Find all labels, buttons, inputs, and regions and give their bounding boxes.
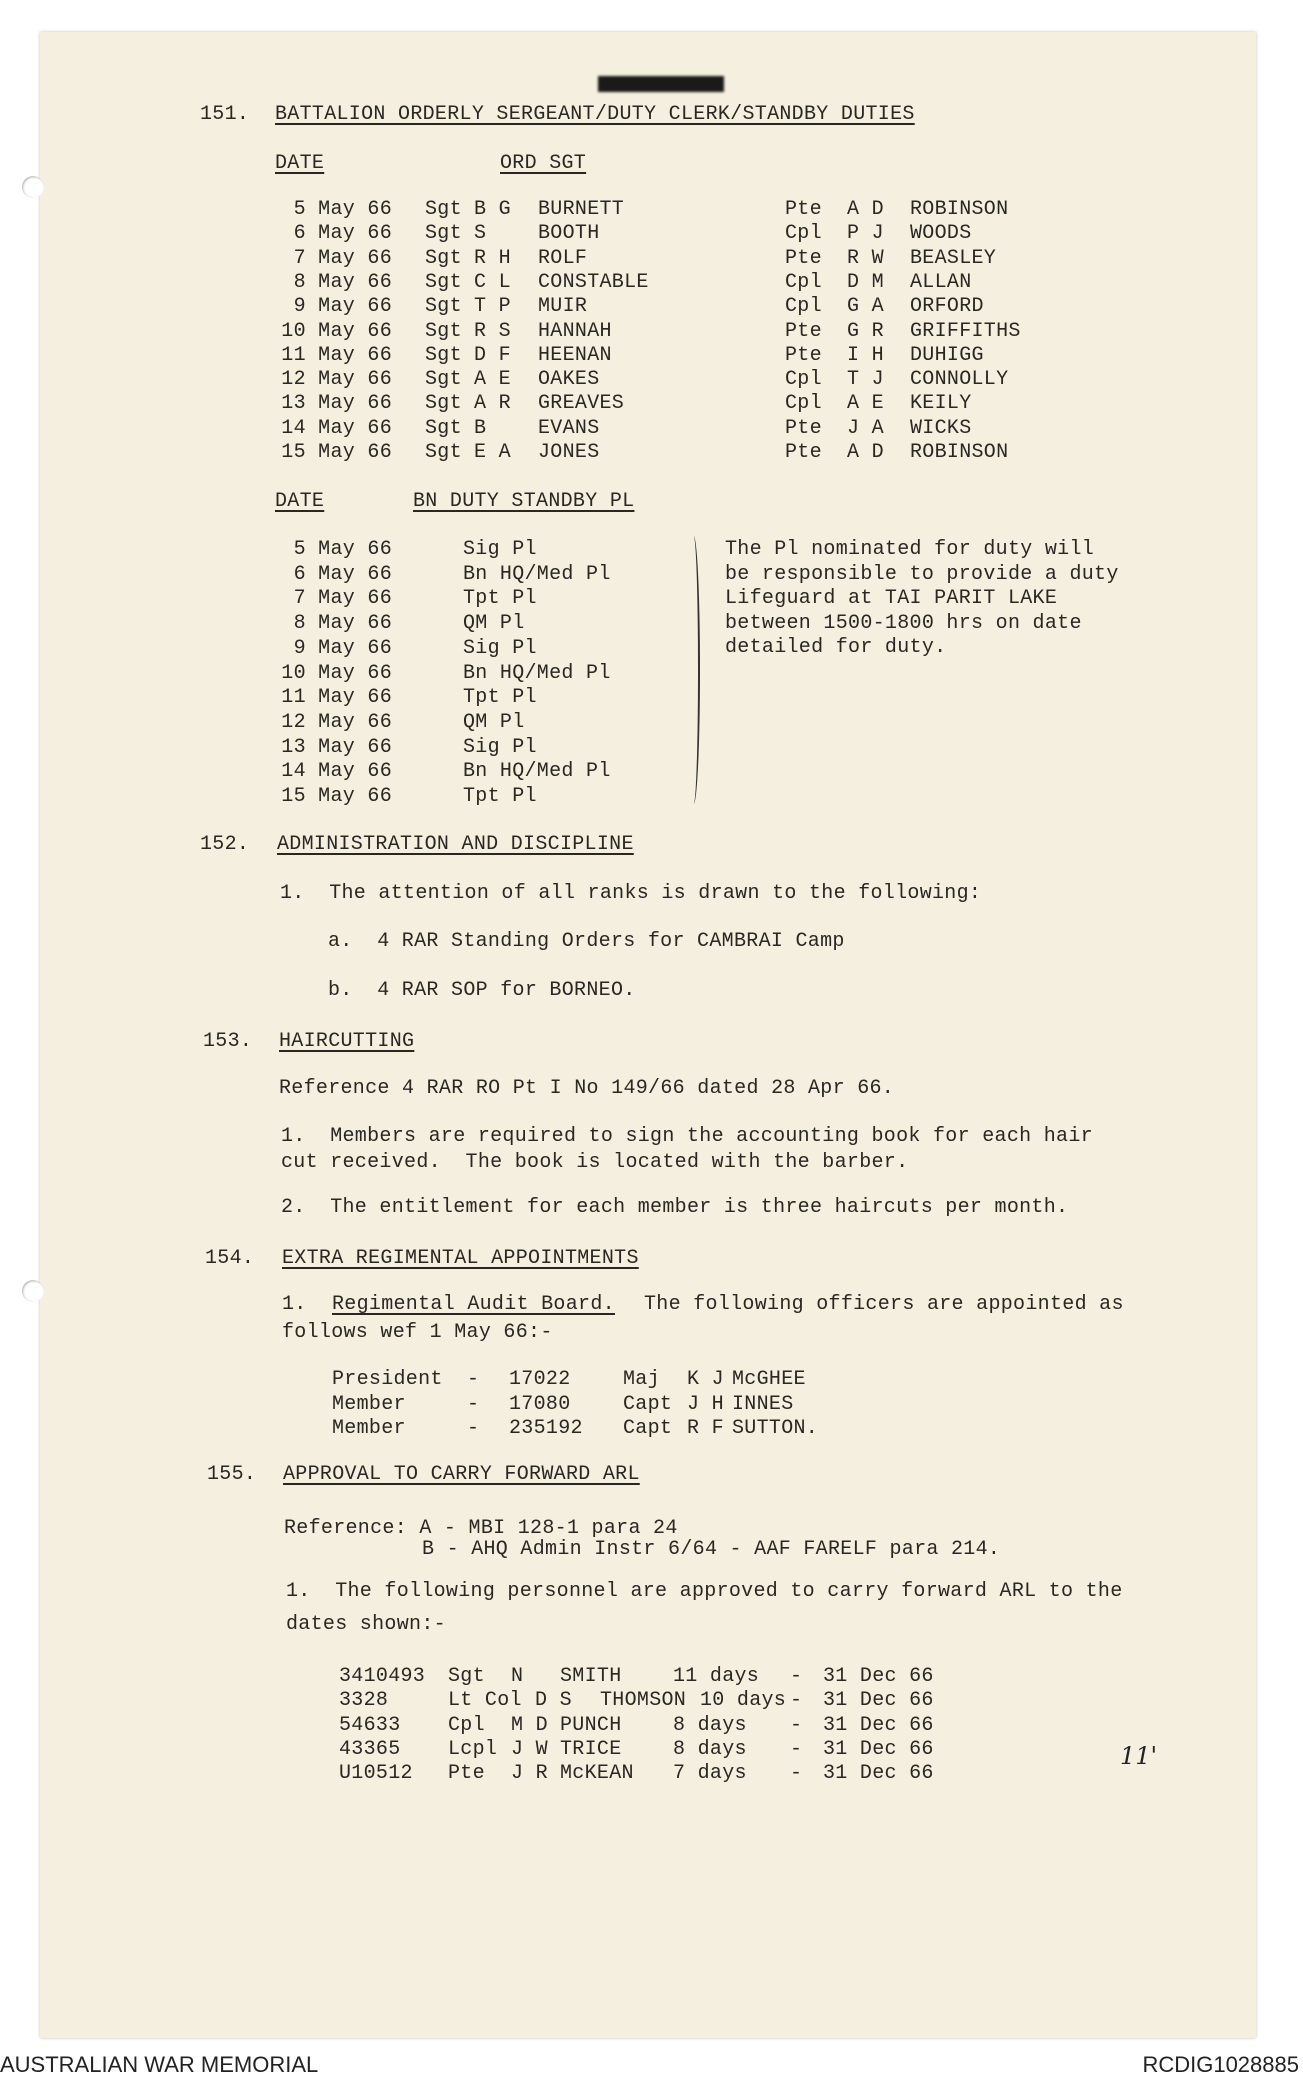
- ord-sgt-rank: Sgt: [425, 270, 462, 294]
- standby-platoon: Bn HQ/Med Pl: [463, 562, 611, 586]
- list-item: a. 4 RAR Standing Orders for CAMBRAI Camp: [328, 930, 845, 953]
- duty-clerk-initials: A E: [847, 392, 884, 416]
- paragraph: cut received. The book is located with the barber.: [281, 1151, 909, 1174]
- initials: K J: [687, 1368, 724, 1391]
- days: 7 days: [673, 1762, 747, 1786]
- duty-clerk-rank: Cpl: [785, 392, 822, 416]
- ord-sgt-rank: Sgt: [425, 392, 462, 416]
- note-line: detailed for duty.: [725, 636, 947, 659]
- surname: SUTTON.: [732, 1417, 819, 1440]
- section-number: 151.: [200, 103, 250, 126]
- standby-date: 12 May 66: [281, 710, 392, 734]
- section-number: 153.: [203, 1030, 253, 1053]
- roster-date: 5 May 66: [293, 198, 392, 221]
- standby-date: 8 May 66: [293, 612, 392, 636]
- surname: McKEAN: [560, 1762, 634, 1786]
- duty-clerk-initials: J A: [847, 416, 884, 440]
- paragraph: 1. The attention of all ranks is drawn to the following:: [280, 882, 982, 905]
- standby-platoon: Bn HQ/Med Pl: [463, 661, 611, 685]
- ord-sgt-name: BURNETT: [538, 198, 625, 221]
- duty-clerk-rank: Pte: [785, 416, 822, 440]
- brace: [684, 536, 700, 804]
- ord-sgt-initials: S: [474, 222, 487, 246]
- duty-clerk-initials: R W: [847, 246, 884, 270]
- ord-sgt-initials: R S: [474, 319, 511, 343]
- duty-clerk-name: BEASLEY: [910, 246, 997, 270]
- note-line: be responsible to provide a duty: [725, 562, 1119, 586]
- standby-platoon: Tpt Pl: [463, 587, 537, 611]
- initials: J W: [511, 1737, 548, 1761]
- board-role: Member: [332, 1392, 406, 1416]
- roster-date: 11 May 66: [281, 343, 392, 367]
- duty-clerk-name: CONNOLLY: [910, 368, 1009, 392]
- ord-sgt-initials: T P: [474, 295, 511, 319]
- ord-sgt-initials: A R: [474, 392, 511, 416]
- days: 8 days: [673, 1713, 747, 1737]
- ord-sgt-rank: Sgt: [425, 343, 462, 367]
- note-line: between 1500-1800 hrs on date: [725, 611, 1082, 635]
- service-number: 43365: [339, 1737, 401, 1761]
- duty-clerk-rank: Cpl: [785, 368, 822, 392]
- duty-clerk-name: ALLAN: [910, 270, 972, 294]
- surname: SMITH: [560, 1665, 622, 1688]
- duty-clerk-rank: Pte: [785, 246, 822, 270]
- duty-clerk-name: DUHIGG: [910, 343, 984, 367]
- ord-sgt-rank: Sgt: [425, 246, 462, 270]
- roster-date: 10 May 66: [281, 319, 392, 343]
- reference: Reference: A - MBI 128-1 para 24: [284, 1517, 678, 1540]
- duty-clerk-rank: Pte: [785, 198, 822, 221]
- service-number: 3328: [339, 1689, 389, 1713]
- dash: -: [790, 1737, 803, 1761]
- ord-sgt-rank: Sgt: [425, 222, 462, 246]
- dash: -: [467, 1417, 480, 1440]
- roster-date: 9 May 66: [293, 295, 392, 319]
- duty-clerk-initials: P J: [847, 222, 884, 246]
- duty-clerk-rank: Cpl: [785, 295, 822, 319]
- carry-forward-date: 31 Dec 66: [823, 1713, 934, 1737]
- paragraph: The following officers are appointed as: [644, 1293, 1124, 1316]
- standby-platoon: Sig Pl: [463, 538, 537, 561]
- service-number: 3410493: [339, 1665, 426, 1688]
- dash: -: [467, 1392, 480, 1416]
- initials: R F: [687, 1417, 724, 1440]
- paragraph-number: 1.: [282, 1293, 307, 1316]
- dash: -: [467, 1368, 480, 1391]
- list-item: b. 4 RAR SOP for BORNEO.: [328, 979, 636, 1002]
- paragraph: follows wef 1 May 66:-: [282, 1321, 553, 1344]
- ord-sgt-rank: Sgt: [425, 368, 462, 392]
- duty-clerk-name: KEILY: [910, 392, 972, 416]
- section-title: ADMINISTRATION AND DISCIPLINE: [277, 833, 634, 856]
- carry-forward-date: 31 Dec 66: [823, 1665, 934, 1688]
- initials: J R: [511, 1762, 548, 1786]
- service-number: 17080: [509, 1392, 571, 1416]
- board-role: Member: [332, 1417, 406, 1440]
- ord-sgt-name: BOOTH: [538, 222, 600, 246]
- dash: -: [790, 1665, 803, 1688]
- carry-forward-date: 31 Dec 66: [823, 1737, 934, 1761]
- ord-sgt-rank: Sgt: [425, 198, 462, 221]
- reference: B - AHQ Admin Instr 6/64 - AAF FARELF para 214.: [422, 1538, 1001, 1561]
- carry-forward-date: 31 Dec 66: [823, 1689, 934, 1713]
- duty-clerk-rank: Pte: [785, 319, 822, 343]
- ord-sgt-name: HANNAH: [538, 319, 612, 343]
- ord-sgt-name: MUIR: [538, 295, 588, 319]
- initials: N: [511, 1665, 524, 1688]
- punch-hole: [22, 176, 44, 198]
- duty-clerk-initials: A D: [847, 441, 884, 464]
- board-role: President: [332, 1368, 443, 1391]
- days: 10 days: [700, 1689, 787, 1713]
- standby-date: 15 May 66: [281, 785, 392, 808]
- section-number: 154.: [205, 1247, 255, 1270]
- surname: PUNCH: [560, 1713, 622, 1737]
- reference: Reference 4 RAR RO Pt I No 149/66 dated 28 Apr 66.: [279, 1077, 895, 1100]
- initials: J H: [687, 1392, 724, 1416]
- section-title: BATTALION ORDERLY SERGEANT/DUTY CLERK/STANDBY DUTIES: [275, 103, 915, 126]
- ord-sgt-initials: E A: [474, 441, 511, 464]
- surname: TRICE: [560, 1737, 622, 1761]
- rank: Pte: [448, 1762, 485, 1786]
- initials: D S: [535, 1689, 572, 1713]
- column-header-date: DATE: [275, 490, 325, 513]
- duty-clerk-initials: I H: [847, 343, 884, 367]
- ord-sgt-rank: Sgt: [425, 416, 462, 440]
- subheading: Regimental Audit Board.: [332, 1293, 615, 1316]
- column-header-standby-pl: BN DUTY STANDBY PL: [413, 490, 635, 513]
- standby-platoon: Tpt Pl: [463, 686, 537, 710]
- days: 8 days: [673, 1737, 747, 1761]
- footer-source: AUSTRALIAN WAR MEMORIAL: [0, 2052, 319, 2077]
- column-header-ord-sgt: ORD SGT: [500, 152, 587, 175]
- duty-clerk-rank: Pte: [785, 441, 822, 464]
- roster-date: 7 May 66: [293, 246, 392, 270]
- standby-platoon: Tpt Pl: [463, 785, 537, 808]
- standby-platoon: Sig Pl: [463, 735, 537, 759]
- duty-clerk-name: ROBINSON: [910, 441, 1009, 464]
- rank: Capt: [623, 1417, 673, 1440]
- ord-sgt-initials: C L: [474, 270, 511, 294]
- rank: Capt: [623, 1392, 673, 1416]
- surname: McGHEE: [732, 1368, 806, 1391]
- duty-clerk-initials: G R: [847, 319, 884, 343]
- rank: Cpl: [448, 1713, 485, 1737]
- standby-date: 7 May 66: [293, 587, 392, 611]
- rank: Lcpl: [448, 1737, 498, 1761]
- duty-clerk-rank: Pte: [785, 343, 822, 367]
- carry-forward-date: 31 Dec 66: [823, 1762, 934, 1786]
- roster-date: 12 May 66: [281, 368, 392, 392]
- roster-date: 13 May 66: [281, 392, 392, 416]
- standby-date: 11 May 66: [281, 686, 392, 710]
- ord-sgt-rank: Sgt: [425, 441, 462, 464]
- dash: -: [790, 1689, 803, 1713]
- duty-clerk-name: WICKS: [910, 416, 972, 440]
- punch-hole: [22, 1280, 44, 1302]
- standby-platoon: QM Pl: [463, 612, 525, 636]
- ord-sgt-name: HEENAN: [538, 343, 612, 367]
- ord-sgt-name: ROLF: [538, 246, 588, 270]
- redaction-bar: [598, 76, 724, 92]
- ord-sgt-rank: Sgt: [425, 319, 462, 343]
- ord-sgt-initials: D F: [474, 343, 511, 367]
- surname: THOMSON: [600, 1689, 687, 1713]
- section-number: 152.: [200, 833, 250, 856]
- ord-sgt-initials: B: [474, 416, 487, 440]
- dash: -: [790, 1713, 803, 1737]
- rank: Maj: [623, 1368, 660, 1391]
- rank: Sgt: [448, 1665, 485, 1688]
- standby-platoon: Bn HQ/Med Pl: [463, 760, 611, 784]
- standby-date: 9 May 66: [293, 636, 392, 660]
- ord-sgt-initials: B G: [474, 198, 511, 221]
- initials: M D: [511, 1713, 548, 1737]
- duty-clerk-name: ORFORD: [910, 295, 984, 319]
- ord-sgt-initials: A E: [474, 368, 511, 392]
- ord-sgt-rank: Sgt: [425, 295, 462, 319]
- ord-sgt-name: GREAVES: [538, 392, 625, 416]
- ord-sgt-name: EVANS: [538, 416, 600, 440]
- duty-clerk-initials: D M: [847, 270, 884, 294]
- ord-sgt-initials: R H: [474, 246, 511, 270]
- ord-sgt-name: CONSTABLE: [538, 270, 649, 294]
- rank: Lt Col: [448, 1689, 522, 1713]
- duty-clerk-name: GRIFFITHS: [910, 319, 1021, 343]
- service-number: 235192: [509, 1417, 583, 1440]
- standby-date: 10 May 66: [281, 661, 392, 685]
- duty-clerk-rank: Cpl: [785, 270, 822, 294]
- duty-clerk-rank: Cpl: [785, 222, 822, 246]
- service-number: U10512: [339, 1762, 413, 1786]
- column-header-date: DATE: [275, 152, 325, 175]
- section-title: EXTRA REGIMENTAL APPOINTMENTS: [282, 1247, 639, 1270]
- footer-id: RCDIG1028885: [1142, 2052, 1299, 2077]
- paragraph: 2. The entitlement for each member is three haircuts per month.: [281, 1196, 1069, 1219]
- duty-clerk-name: WOODS: [910, 222, 972, 246]
- days: 11 days: [673, 1665, 760, 1688]
- note-line: Lifeguard at TAI PARIT LAKE: [725, 587, 1058, 610]
- paragraph: dates shown:-: [286, 1613, 446, 1636]
- standby-platoon: Sig Pl: [463, 636, 537, 660]
- roster-date: 6 May 66: [293, 222, 392, 246]
- service-number: 17022: [509, 1368, 571, 1391]
- roster-date: 15 May 66: [281, 441, 392, 464]
- duty-clerk-initials: T J: [847, 368, 884, 392]
- ord-sgt-name: JONES: [538, 441, 600, 464]
- duty-clerk-name: ROBINSON: [910, 198, 1009, 221]
- handwritten-mark: 11': [1120, 1742, 1158, 1770]
- service-number: 54633: [339, 1713, 401, 1737]
- section-title: HAIRCUTTING: [279, 1030, 415, 1053]
- roster-date: 14 May 66: [281, 416, 392, 440]
- duty-clerk-initials: G A: [847, 295, 884, 319]
- standby-platoon: QM Pl: [463, 710, 525, 734]
- roster-date: 8 May 66: [293, 270, 392, 294]
- paragraph: 1. Members are required to sign the accounting book for each hair: [281, 1125, 1093, 1148]
- ord-sgt-name: OAKES: [538, 368, 600, 392]
- section-number: 155.: [207, 1463, 257, 1486]
- standby-date: 5 May 66: [293, 538, 392, 561]
- paragraph: 1. The following personnel are approved to carry forward ARL to the: [286, 1580, 1123, 1603]
- surname: INNES: [732, 1392, 794, 1416]
- duty-clerk-initials: A D: [847, 198, 884, 221]
- standby-date: 13 May 66: [281, 735, 392, 759]
- note-line: The Pl nominated for duty will: [725, 538, 1095, 561]
- standby-date: 14 May 66: [281, 760, 392, 784]
- dash: -: [790, 1762, 803, 1786]
- section-title: APPROVAL TO CARRY FORWARD ARL: [283, 1463, 640, 1486]
- standby-date: 6 May 66: [293, 562, 392, 586]
